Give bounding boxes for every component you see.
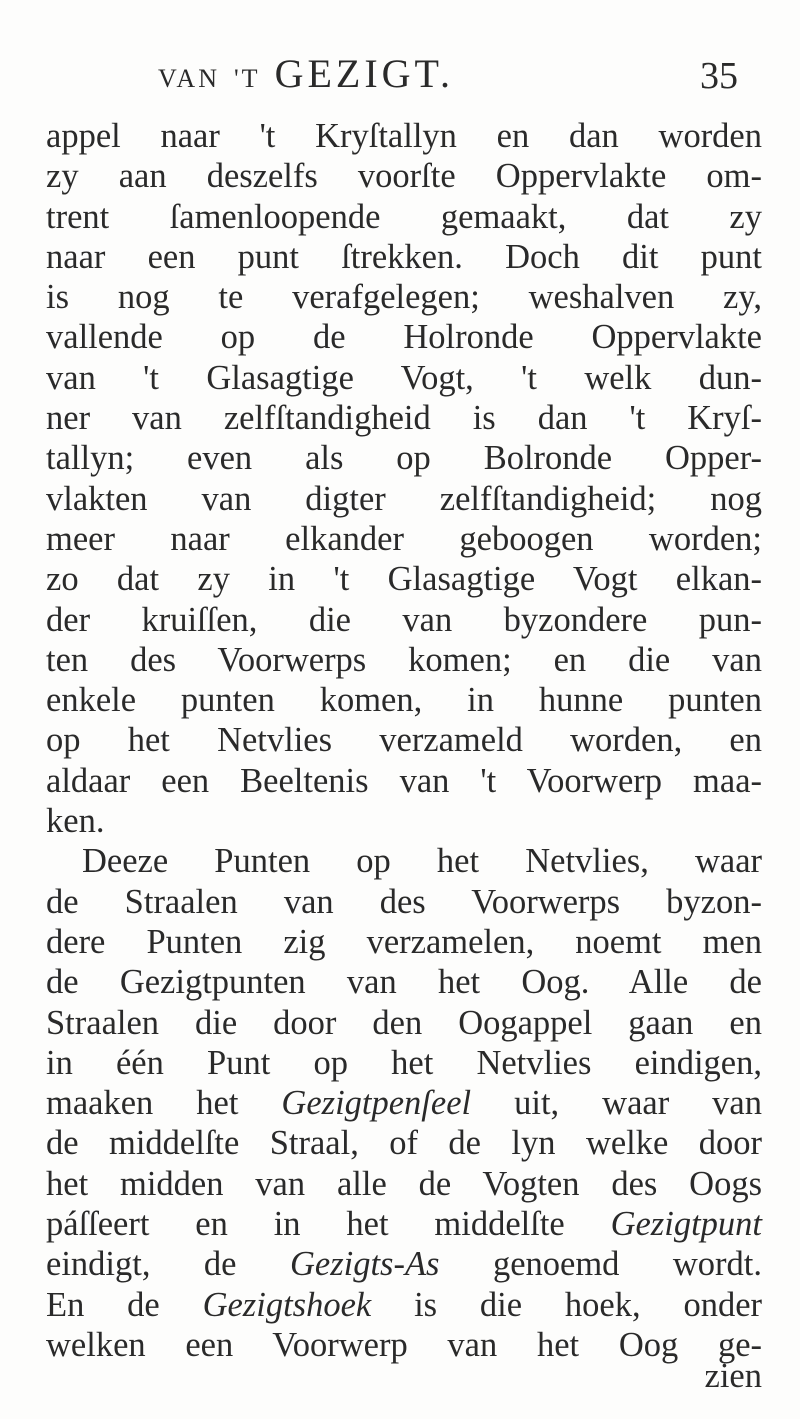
text-run: eindigt, de — [46, 1245, 290, 1284]
text-line: is nog te verafgelegen; weshalven zy, — [46, 278, 762, 317]
running-title-t: 'T — [233, 64, 261, 93]
running-title — [158, 50, 454, 97]
text-line — [46, 1244, 762, 1284]
catchword: zien — [704, 1357, 762, 1395]
text-line: de Straalen van des Voorwerps byzon- — [46, 882, 762, 921]
text-line — [46, 1204, 762, 1244]
text-line: de Gezigtpunten van het Oog. Alle de — [46, 963, 762, 1002]
text-run: is die hoek, onder — [371, 1285, 762, 1324]
text-line: der kruiſſen, die van byzondere pun- — [46, 600, 762, 639]
text-run: maaken het — [46, 1084, 282, 1123]
text-line: op het Netvlies verzameld worden, en — [46, 721, 762, 760]
text-line: appel naar 't Kryſtallyn en dan worden — [46, 117, 762, 155]
body-text — [46, 116, 762, 1365]
text-line: Straalen die door den Oogappel gaan en — [46, 1003, 762, 1042]
text-line: het midden van alle de Vogten des Oogs — [46, 1164, 762, 1203]
text-line: de middelſte Straal, of de lyn welke door — [46, 1124, 762, 1163]
text-run: uit, waar van — [471, 1084, 762, 1123]
italic-term: Gezigtpunt — [610, 1205, 762, 1244]
italic-term: Gezigts-As — [289, 1245, 440, 1284]
text-line: in één Punt op het Netvlies eindigen, — [46, 1043, 762, 1082]
text-run: En de — [46, 1285, 203, 1324]
text-line: ken. — [46, 802, 105, 841]
text-line: trent ſamenloopende gemaakt, dat zy — [46, 197, 762, 236]
text-line: tallyn; even als op Bolronde Opper- — [46, 439, 762, 478]
text-line: zo dat zy in 't Glasagtige Vogt elkan- — [46, 560, 762, 599]
text-line: vlakten van digter zelfſtandigheid; nog — [46, 479, 762, 518]
page-header — [158, 50, 758, 110]
text-line: vallende op de Holronde Oppervlakte — [46, 318, 762, 357]
italic-term: Gezigtshoek — [202, 1285, 372, 1324]
text-run: páſſeert en in het middelſte — [46, 1205, 611, 1244]
paragraph-start-line: Deeze Punten op het Netvlies, waar — [82, 842, 762, 881]
text-line: ner van zelfſtandigheid is dan 't Kryſ- — [46, 399, 762, 438]
text-line: ten des Voorwerps komen; en die van — [46, 640, 762, 679]
text-run: genoemd wordt. — [439, 1245, 762, 1284]
running-title-van: VAN — [158, 64, 220, 93]
text-line — [46, 1285, 762, 1325]
text-line: dere Punten zig verzamelen, noemt men — [46, 922, 762, 961]
text-line: naar een punt ſtrekken. Doch dit punt — [46, 237, 762, 276]
text-line: enkele punten komen, in hunne punten — [46, 681, 762, 720]
text-line — [46, 1083, 762, 1123]
text-line: meer naar elkander geboogen worden; — [46, 519, 762, 558]
italic-term: Gezigtpenſeel — [281, 1084, 472, 1123]
text-line: welken een Voorwerp van het Oog ge- — [46, 1325, 762, 1364]
text-line: aldaar een Beeltenis van 't Voorwerp maa- — [46, 761, 762, 800]
page-number: 35 — [700, 55, 738, 97]
text-line: zy aan deszelfs voorſte Oppervlakte om- — [46, 157, 762, 196]
text-line: van 't Glasagtige Vogt, 't welk dun- — [46, 358, 762, 397]
running-title-main: GEZIGT. — [274, 51, 454, 96]
